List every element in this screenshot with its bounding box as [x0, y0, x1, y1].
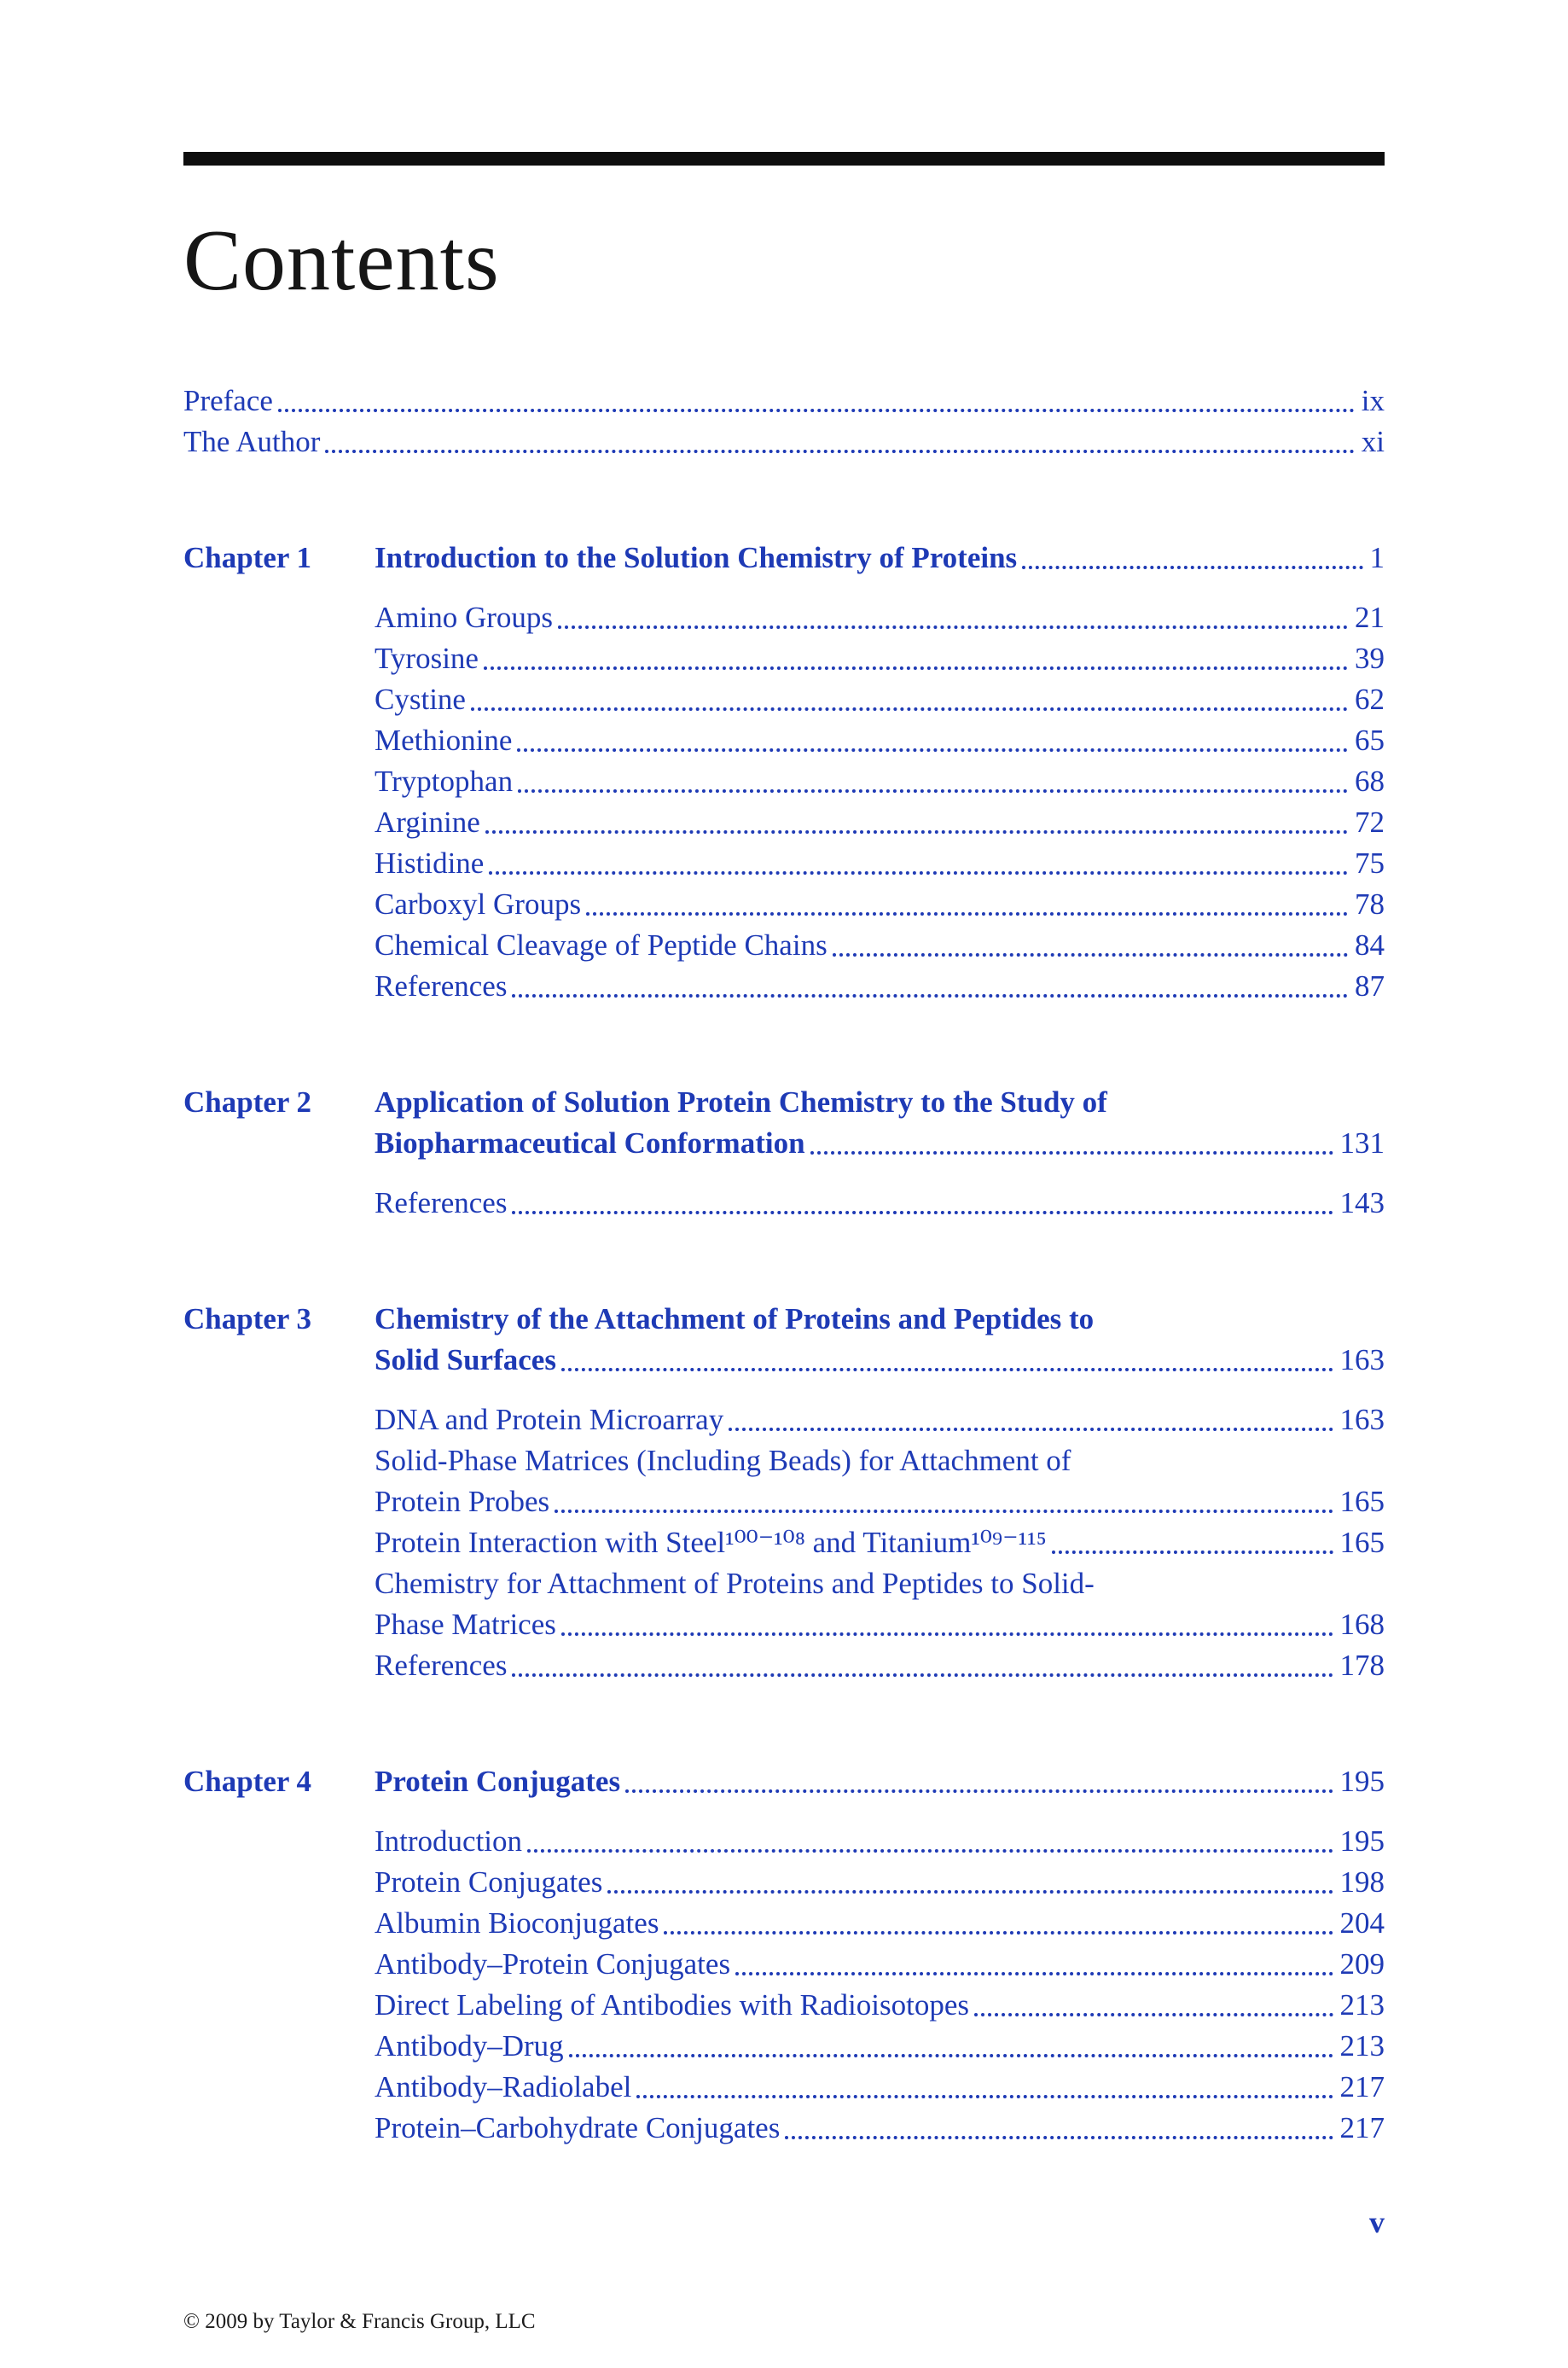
dot-leader	[729, 1428, 1333, 1431]
entry-label-line1: Solid-Phase Matrices (Including Beads) for Attachment of	[375, 1444, 1071, 1478]
dot-leader	[512, 1673, 1333, 1677]
chapter-sections	[375, 1183, 1385, 1224]
chapter-number: Chapter 3	[183, 1302, 312, 1336]
chapter-title-line1: Chemistry of the Attachment of Proteins and Peptides to	[375, 1302, 1095, 1336]
entry-label: Chemical Cleavage of Peptide Chains	[375, 928, 828, 963]
entry-label: Introduction	[375, 1824, 523, 1859]
chapter-1-block	[183, 538, 1385, 1007]
entry-label-line1: Chemistry for Attachment of Proteins and Peptides to Solid-	[375, 1567, 1095, 1601]
toc-entry	[375, 2067, 1385, 2108]
dot-leader	[485, 830, 1348, 834]
toc-entry	[375, 2026, 1385, 2067]
chapter-number: Chapter 1	[183, 541, 312, 575]
chapter-title-block	[375, 538, 1385, 579]
entry-label: Cystine	[375, 683, 466, 717]
entry-label: Protein–Carbohydrate Conjugates	[375, 2111, 781, 2145]
entry-label: The Author	[183, 425, 321, 459]
entry-label-line2: Phase Matrices	[375, 1608, 556, 1642]
dot-leader	[278, 409, 1355, 412]
entry-page-number: ix	[1361, 384, 1385, 418]
dot-leader	[484, 666, 1348, 670]
entry-label: Tyrosine	[375, 642, 479, 676]
toc-entry	[375, 679, 1385, 720]
chapter-number: Chapter 4	[183, 1765, 312, 1799]
toc-entry	[375, 1399, 1385, 1440]
entry-label: Antibody–Drug	[375, 2029, 564, 2063]
top-rule	[183, 152, 1385, 166]
toc-entry	[375, 638, 1385, 679]
entry-label: Arginine	[375, 806, 480, 840]
entry-page-number: 217	[1339, 2070, 1385, 2104]
entry-page-number: 87	[1355, 969, 1385, 1004]
toc-entry	[375, 884, 1385, 925]
entry-label-row	[375, 1481, 1385, 1522]
chapter-page-number: 1	[1369, 541, 1385, 575]
dot-leader	[325, 450, 1354, 453]
dot-leader	[1022, 566, 1362, 569]
chapter-page-number: 195	[1339, 1765, 1385, 1799]
dot-leader	[471, 707, 1348, 711]
chapter-title-block	[375, 1299, 1385, 1381]
chapter-title-row	[375, 1123, 1385, 1164]
chapter-title-line2: Biopharmaceutical Conformation	[375, 1126, 805, 1161]
entry-page-number: 209	[1339, 1947, 1385, 1981]
toc-entry	[375, 1645, 1385, 1686]
chapter-title: Protein Conjugates	[375, 1765, 621, 1799]
dot-leader	[785, 2136, 1333, 2139]
dot-leader	[561, 1368, 1333, 1371]
toc-entry	[375, 761, 1385, 802]
dot-leader	[518, 789, 1348, 793]
chapter-title: Introduction to the Solution Chemistry of Proteins	[375, 541, 1018, 575]
toc-entry	[375, 1522, 1385, 1563]
entry-page-number: 165	[1339, 1485, 1385, 1519]
entry-label: Albumin Bioconjugates	[375, 1906, 659, 1940]
copyright-notice: © 2009 by Taylor & Francis Group, LLC	[183, 2310, 536, 2333]
chapter-title-row	[375, 1340, 1385, 1381]
chapter-2-block	[183, 1082, 1385, 1224]
entry-page-number: 21	[1355, 601, 1385, 635]
chapter-number: Chapter 2	[183, 1085, 312, 1120]
chapter-title-row	[375, 538, 1385, 579]
chapter-heading	[183, 1761, 1385, 1802]
chapter-sections	[375, 1399, 1385, 1686]
entry-label: Methionine	[375, 724, 513, 758]
page-title: Contents	[183, 212, 500, 309]
toc-entry-preface	[183, 381, 1385, 422]
entry-page-number: 72	[1355, 806, 1385, 840]
entry-page-number: 163	[1339, 1403, 1385, 1437]
dot-leader	[1052, 1551, 1333, 1554]
entry-label-row	[375, 1604, 1385, 1645]
entry-label: Preface	[183, 384, 273, 418]
dot-leader	[517, 748, 1348, 752]
front-matter	[183, 381, 1385, 463]
dot-leader	[586, 912, 1348, 916]
chapter-title-row	[375, 1761, 1385, 1802]
dot-leader	[625, 1789, 1333, 1793]
entry-label: Direct Labeling of Antibodies with Radioisotopes	[375, 1988, 969, 2022]
toc-entry	[375, 966, 1385, 1007]
chapter-title-line2: Solid Surfaces	[375, 1343, 556, 1377]
toc-entry	[375, 843, 1385, 884]
dot-leader	[558, 625, 1348, 629]
dot-leader	[735, 1972, 1333, 1975]
entry-page-number: 198	[1339, 1865, 1385, 1900]
entry-label: References	[375, 969, 508, 1004]
entry-page-number: 143	[1339, 1186, 1385, 1220]
entry-label-line2: Protein Probes	[375, 1485, 550, 1519]
entry-label: Carboxyl Groups	[375, 887, 582, 922]
entry-label: Protein Interaction with Steel¹⁰⁰⁻¹⁰⁸ and Titanium¹⁰⁹⁻¹¹⁵	[375, 1526, 1047, 1560]
entry-page-number: 39	[1355, 642, 1385, 676]
entry-label: Amino Groups	[375, 601, 554, 635]
dot-leader	[833, 953, 1348, 957]
toc-entry	[375, 2108, 1385, 2149]
dot-leader	[636, 2095, 1333, 2098]
dot-leader	[555, 1510, 1333, 1513]
dot-leader	[489, 871, 1348, 875]
dot-leader	[527, 1849, 1333, 1853]
entry-page-number: 165	[1339, 1526, 1385, 1560]
toc-entry	[375, 1440, 1385, 1522]
toc-entry	[375, 925, 1385, 966]
table-of-contents	[183, 381, 1385, 2149]
dot-leader	[512, 1211, 1333, 1214]
entry-label: References	[375, 1186, 508, 1220]
chapter-title-block	[375, 1761, 1385, 1802]
entry-page-number: 62	[1355, 683, 1385, 717]
chapter-heading	[183, 1082, 1385, 1164]
toc-entry	[375, 1985, 1385, 2026]
entry-label: Histidine	[375, 847, 485, 881]
entry-label: References	[375, 1649, 508, 1683]
toc-entry	[375, 802, 1385, 843]
toc-entry-the-author	[183, 422, 1385, 463]
entry-page-number: 213	[1339, 2029, 1385, 2063]
entry-page-number: 78	[1355, 887, 1385, 922]
chapter-page-number: 131	[1339, 1126, 1385, 1161]
entry-page-number: 195	[1339, 1824, 1385, 1859]
entry-page-number: 168	[1339, 1608, 1385, 1642]
chapter-title-block	[375, 1082, 1385, 1164]
chapter-sections	[375, 597, 1385, 1007]
dot-leader	[664, 1931, 1333, 1935]
chapter-page-number: 163	[1339, 1343, 1385, 1377]
toc-entry	[375, 1183, 1385, 1224]
chapter-heading	[183, 1299, 1385, 1381]
entry-label: DNA and Protein Microarray	[375, 1403, 724, 1437]
dot-leader	[810, 1151, 1333, 1155]
entry-page-number: 204	[1339, 1906, 1385, 1940]
folio-page-number: v	[1369, 2205, 1385, 2239]
entry-label: Protein Conjugates	[375, 1865, 603, 1900]
entry-page-number: 65	[1355, 724, 1385, 758]
toc-entry	[375, 1821, 1385, 1862]
toc-entry	[375, 720, 1385, 761]
toc-entry	[375, 597, 1385, 638]
toc-entry	[375, 1903, 1385, 1944]
dot-leader	[561, 1632, 1333, 1636]
entry-page-number: 178	[1339, 1649, 1385, 1683]
entry-page-number: 84	[1355, 928, 1385, 963]
chapter-title-line1: Application of Solution Protein Chemistry to the Study of	[375, 1085, 1107, 1120]
dot-leader	[974, 2013, 1333, 2016]
entry-page-number: 68	[1355, 765, 1385, 799]
toc-entry	[375, 1944, 1385, 1985]
chapter-3-block	[183, 1299, 1385, 1686]
dot-leader	[607, 1890, 1333, 1894]
chapter-heading	[183, 538, 1385, 579]
entry-page-number: 217	[1339, 2111, 1385, 2145]
toc-entry	[375, 1862, 1385, 1903]
entry-label: Antibody–Radiolabel	[375, 2070, 632, 2104]
entry-label: Antibody–Protein Conjugates	[375, 1947, 731, 1981]
entry-page-number: 213	[1339, 1988, 1385, 2022]
chapter-4-block	[183, 1761, 1385, 2149]
toc-entry	[375, 1563, 1385, 1645]
dot-leader	[512, 994, 1348, 998]
dot-leader	[569, 2054, 1333, 2057]
chapter-sections	[375, 1821, 1385, 2149]
entry-page-number: 75	[1355, 847, 1385, 881]
entry-label: Tryptophan	[375, 765, 514, 799]
entry-page-number: xi	[1361, 425, 1385, 459]
